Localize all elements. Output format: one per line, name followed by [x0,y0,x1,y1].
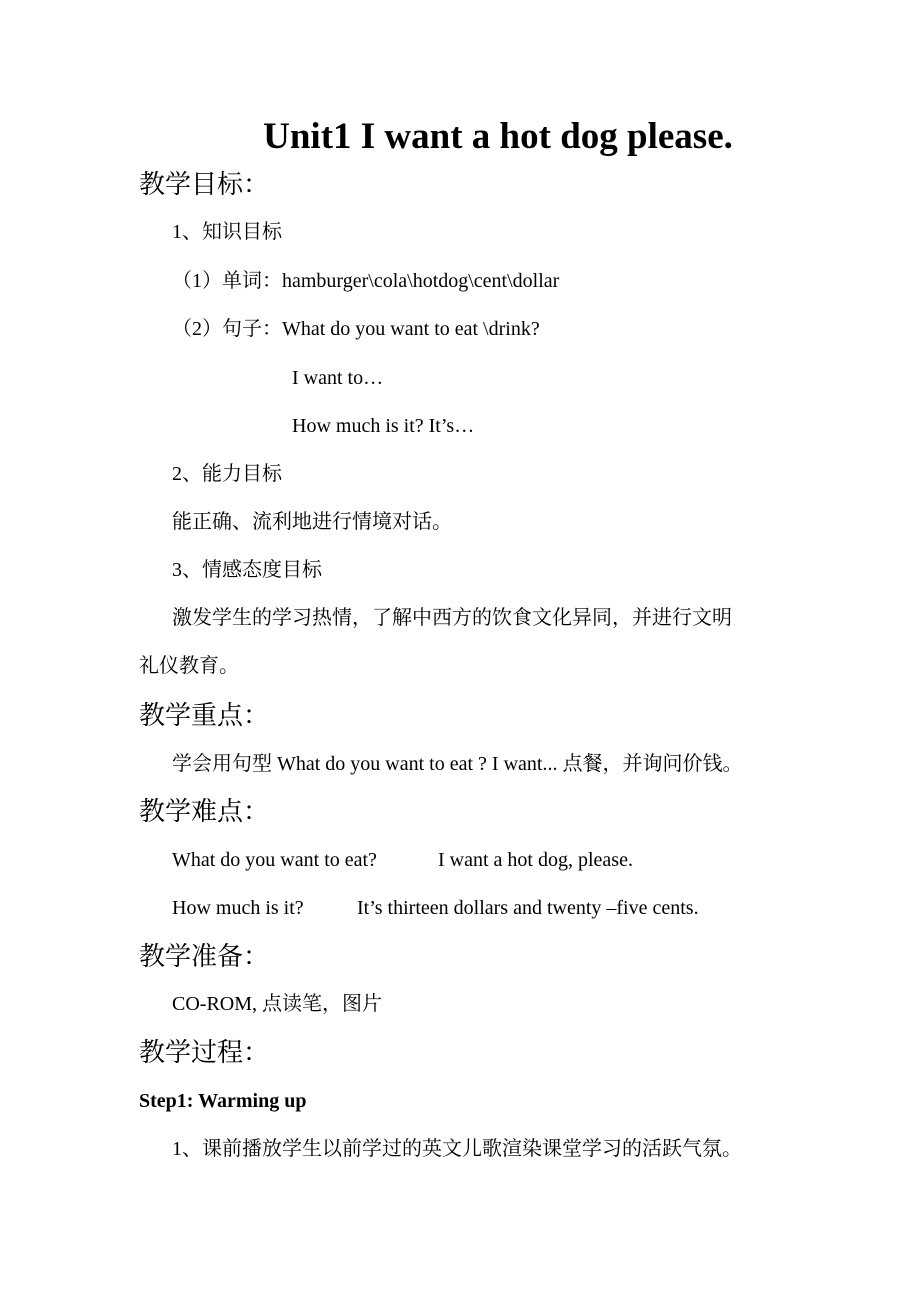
difficulty-answer-1: I want a hot dog, please. [438,849,633,871]
ability-text: 能正确、流利地进行情境对话。 [172,511,452,533]
difficulties-heading: 教学难点： [139,797,270,826]
emotion-text-line-1: 激发学生的学习热情，了解中西方的饮食文化异同，并进行文明 [172,607,732,629]
difficulty-answer-2: It’s thirteen dollars and twenty –five cents. [357,897,699,919]
sentence-3: How much is it? It’s… [292,415,475,437]
sentences-label: （2）句子： [172,318,282,340]
process-heading: 教学过程： [139,1038,270,1067]
key-points-heading: 教学重点： [139,701,270,730]
vocabulary-line: （1）单词：hamburger\cola\hotdog\cent\dollar [172,270,560,292]
preparation-heading: 教学准备： [139,942,270,971]
difficulty-question-1: What do you want to eat? [172,849,377,871]
objectives-heading: 教学目标： [139,170,270,199]
key-points-text: 学会用句型 What do you want to eat ? I want... 点餐，并询问价钱。 [172,753,743,775]
preparation-text: CO-ROM, 点读笔，图片 [172,993,383,1015]
difficulty-question-2: How much is it? [172,897,304,919]
knowledge-objective: 1、知识目标 [172,221,282,243]
emotion-objective: 3、情感态度目标 [172,559,322,581]
document-title: Unit1 I want a hot dog please. [263,116,733,157]
sentence-2: I want to… [292,367,384,389]
sentence-1: What do you want to eat \drink? [282,318,540,340]
sentences-line [172,319,540,339]
emotion-text-line-2: 礼仪教育。 [139,655,239,677]
step1-heading: Step1: Warming up [139,1090,307,1112]
ability-objective: 2、能力目标 [172,463,282,485]
step1-item-1: 1、课前播放学生以前学过的英文儿歌渲染课堂学习的活跃气氛。 [172,1138,742,1160]
